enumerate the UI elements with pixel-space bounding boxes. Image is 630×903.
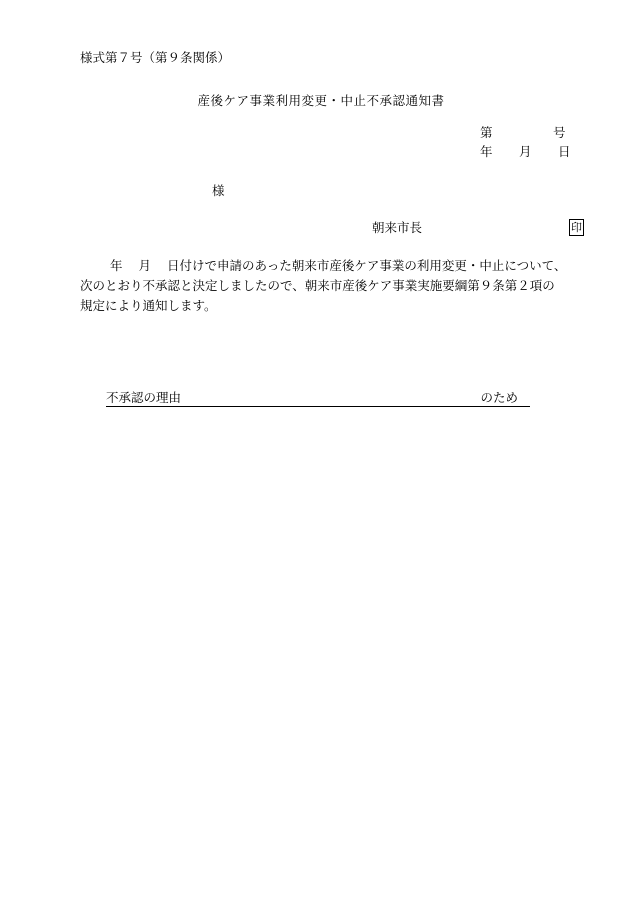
body-line-1 [80,256,590,276]
date-month-label: 月 [519,144,532,159]
document-title: 産後ケア事業利用変更・中止不承認通知書 [197,93,445,108]
issuer-name: 朝来市長 [372,220,423,235]
body-line-3: 規定により通知します。 [80,298,217,313]
body-month: 月 [138,258,152,273]
body-year: 年 [110,258,123,273]
notification-body [80,256,590,316]
form-number: 様式第７号（第９条関係） [80,50,231,65]
body-line-1-text: 日付けで申請のあった朝来市産後ケア事業の利用変更・中止について、 [167,258,567,273]
seal-stamp-box: 印 [571,221,582,234]
reason-suffix: のため [480,389,518,405]
reason-label: 不承認の理由 [106,389,182,405]
date-year-label: 年 [480,144,493,159]
doc-number-suffix: 号 [553,125,566,140]
reason-field [106,391,530,407]
body-line-2: 次のとおり不承認と決定しましたので、朝来市産後ケア事業実施要綱第９条第２項の [80,278,555,293]
addressee-honorific: 様 [212,183,225,198]
date-day-label: 日 [558,144,571,159]
doc-number-prefix: 第 [480,125,493,140]
